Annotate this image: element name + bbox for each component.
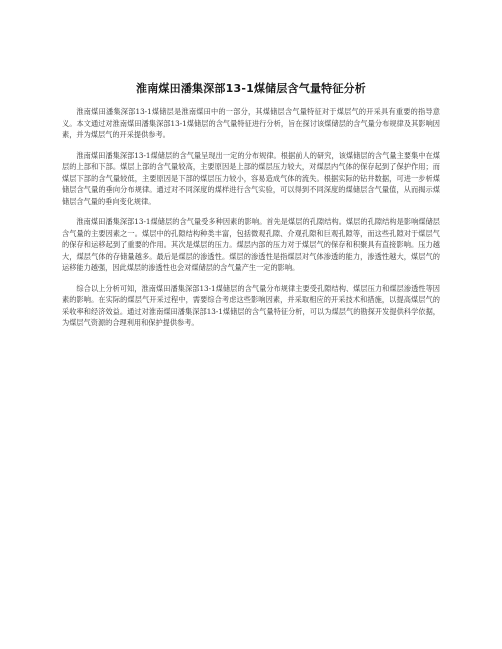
body-paragraph-1: 淮南煤田潘集深部13-1煤储层是淮南煤田中的一部分，其煤储层含气量特征对于煤层气的开采具有重要的指导意义。本文通过对淮南煤田潘集深部13-1煤储层的含气量特征进行分析，旨在探讨该煤储层的含气量分布规律及其影响因素，并为煤层气的开采提供参考。 xyxy=(62,107,440,139)
body-paragraph-2: 淮南煤田潘集深部13-1煤储层的含气量呈现出一定的分布规律。根据前人的研究，该煤储层的含气量主要集中在煤层的上部和下部。煤层上部的含气量较高，主要原因是上部的煤层压力较大，对煤层内气体的保存起到了保护作用；而煤层下部的含气量较低，主要原因是下部的煤层压力较小，容易造成气体的流失。根据实际的钻井数据，可进一步析煤储层含气量的垂向分布规律。通过对不同深度的煤样进行含气实验，可以得到不同深度的煤储层含气量值，从而揭示煤储层含气量的垂向变化规律。 xyxy=(62,150,440,206)
body-paragraph-3: 淮南煤田潘集深部13-1煤储层的含气量受多种因素的影响。首先是煤层的孔隙结构。煤层的孔隙结构是影响煤储层含气量的主要因素之一。煤层中的孔隙结构种类丰富，包括微观孔隙、介观孔隙和巨观孔隙等，而这些孔隙对于煤层气的保存和运移起到了重要的作用。其次是煤层的压力。煤层内部的压力对于煤层气的保存和积聚具有直接影响。压力越大，煤层气体的存储量越多。最后是煤层的渗透性。煤层的渗透性是指煤层对气体渗透的能力，渗透性越大，煤层气的运移能力越强，因此煤层的渗透性也会对煤储层的含气量产生一定的影响。 xyxy=(62,217,440,272)
document-body xyxy=(62,106,440,338)
document-title: 淮南煤田潘集深部13-1煤储层含气量特征分析 xyxy=(136,82,366,95)
body-paragraph-4: 综合以上分析可知，淮南煤田潘集深部13-1煤储层的含气量分布规律主要受孔隙结构、煤层压力和煤层渗透性等因素的影响。在实际的煤层气开采过程中，需要综合考虑这些影响因素，并采取相应的开采技术和措施，以提高煤层气的采收率和经济效益。通过对淮南煤田潘集深部13-1煤储层的含气量特征分析，可以为煤层气的勘探开发提供科学依据，为煤层气资源的合理利用和保护提供参考。 xyxy=(62,283,440,327)
